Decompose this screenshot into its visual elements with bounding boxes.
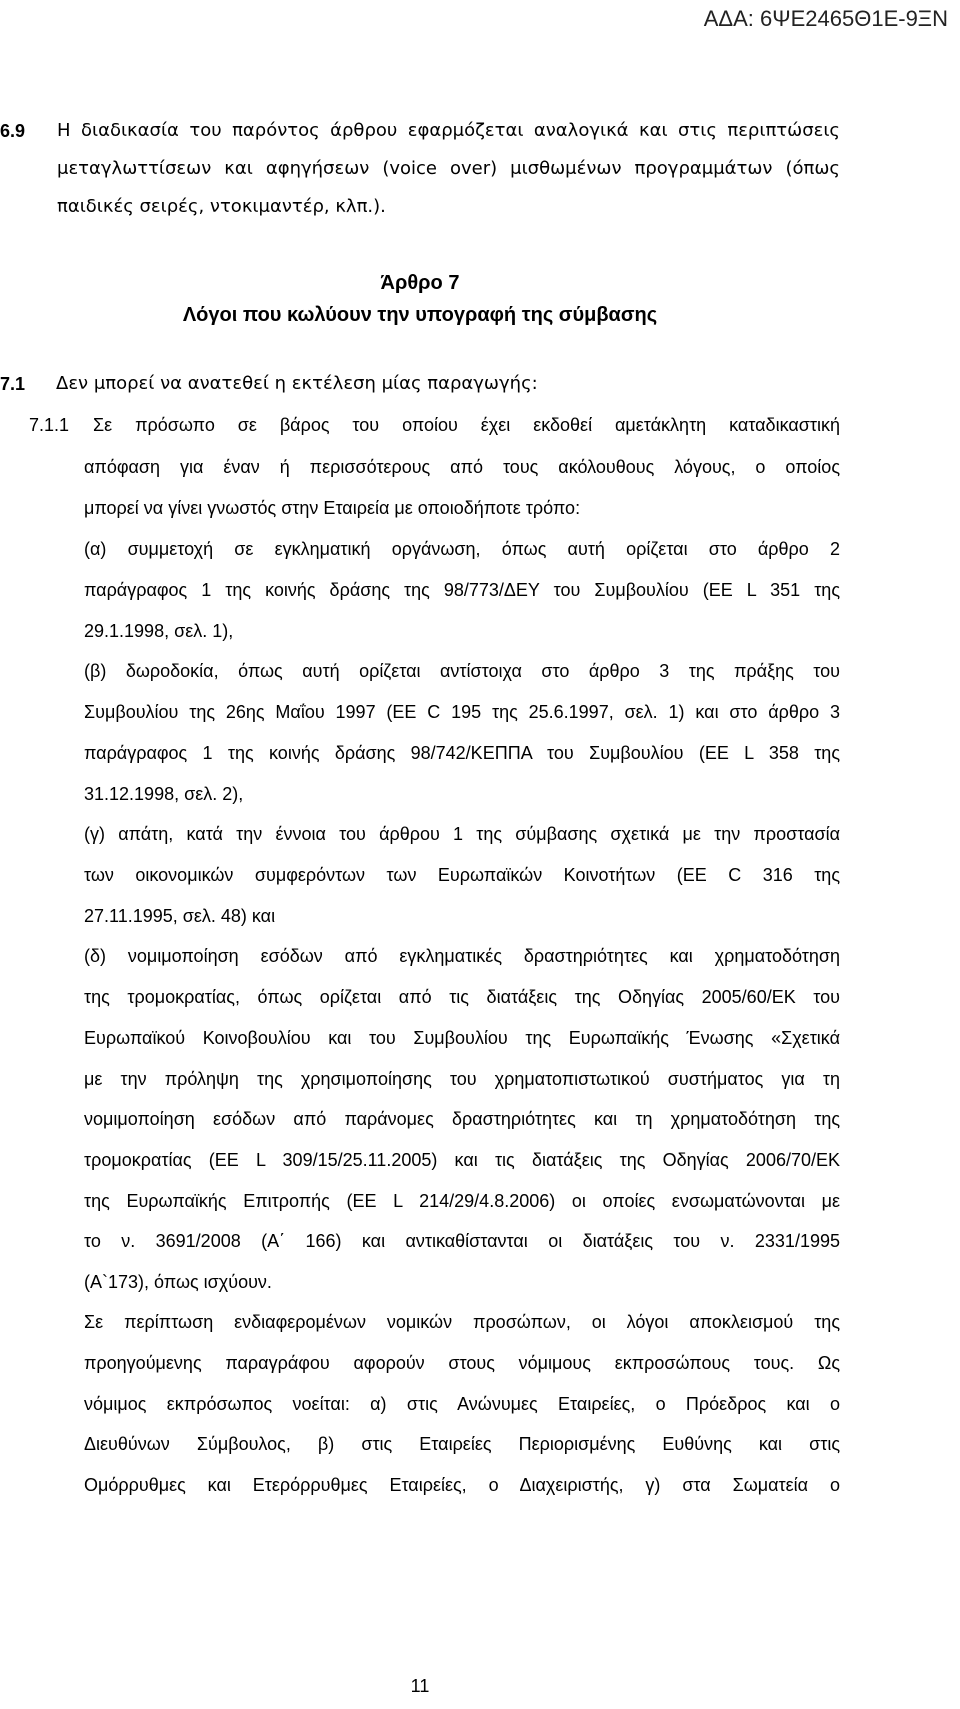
section-number-7-1: 7.1 — [0, 374, 26, 394]
body-line: (γ) απάτη, κατά την έννοια του άρθρου 1 της σύμβασης σχετικά με την προστασία — [84, 824, 840, 844]
section-6-9-line: Η διαδικασία του παρόντος άρθρου εφαρμόζεται αναλογικά και στις περιπτώσεις — [57, 120, 840, 141]
body-line: με την πρόληψη της χρησιμοποίησης του χρηματοπιστωτικού συστήματος για τη — [84, 1069, 840, 1089]
ada-code: ΑΔΑ: 6ΨΕ2465Θ1Ε-9ΞΝ — [703, 6, 948, 31]
body-line: (β) δωροδοκία, όπως αυτή ορίζεται αντίστοιχα στο άρθρο 3 της πράξης του — [84, 661, 840, 681]
body-line: Ευρωπαϊκού Κοινοβουλίου και του Συμβουλίου της Ευρωπαϊκής Ένωσης «Σχετικά — [84, 1028, 840, 1048]
article-subtitle: Λόγοι που κωλύουν την υπογραφή της σύμβασης — [182, 304, 658, 326]
body-line: των οικονομικών συμφερόντων των Ευρωπαϊκών Κοινοτήτων (ΕΕ C 316 της — [84, 865, 840, 885]
body-line: νόμιμος εκπρόσωπος νοείται: α) στις Ανώνυμες Εταιρείες, ο Πρόεδρος και ο — [84, 1394, 840, 1414]
body-line: παράγραφος 1 της κοινής δράσης 98/742/ΚΕΠΠΑ του Συμβουλίου (ΕΕ L 358 της — [84, 743, 840, 763]
body-line: μπορεί να γίνει γνωστός στην Εταιρεία με οποιοδήποτε τρόπο: — [84, 498, 581, 518]
body-line: απόφαση για έναν ή περισσότερους από τους ακόλουθους λόγους, ο οποίος — [84, 457, 840, 477]
body-line: (δ) νομιμοποίηση εσόδων από εγκληματικές δραστηριότητες και χρηματοδότηση — [84, 946, 840, 966]
article-title: Άρθρο 7 — [380, 272, 460, 294]
body-line: Σε περίπτωση ενδιαφερομένων νομικών προσώπων, οι λόγοι αποκλεισμού της — [84, 1312, 840, 1332]
body-line: της Ευρωπαϊκής Επιτροπής (ΕΕ L 214/29/4.8.2006) οι οποίες ενσωματώνονται με — [84, 1191, 840, 1211]
body-line: της τρομοκρατίας, όπως ορίζεται από τις διατάξεις της Οδηγίας 2005/60/ΕΚ του — [84, 987, 840, 1007]
body-line: το ν. 3691/2008 (Α΄ 166) και αντικαθίστανται οι διατάξεις του ν. 2331/1995 — [84, 1231, 840, 1251]
body-line: Ομόρρυθμες και Ετερόρρυθμες Εταιρείες, ο Διαχειριστής, γ) στα Σωματεία ο — [84, 1475, 840, 1495]
section-6-9-line: παιδικές σειρές, ντοκιμαντέρ, κλπ.). — [57, 196, 386, 217]
body-line: νομιμοποίηση εσόδων από παράνομες δραστηριότητες και τη χρηματοδότηση της — [84, 1109, 840, 1129]
body-line: προηγούμενης παραγράφου αφορούν στους νόμιμους εκπροσώπους τους. Ως — [84, 1353, 840, 1373]
page-number: 11 — [410, 1676, 430, 1696]
body-line: Διευθύνων Σύμβουλος, β) στις Εταιρείες Περιορισμένης Ευθύνης και στις — [84, 1434, 840, 1454]
body-line: (Α`173), όπως ισχύουν. — [84, 1272, 272, 1292]
body-line: 29.1.1998, σελ. 1), — [84, 621, 234, 641]
section-7-1-1-first-line: Σε πρόσωπο σε βάρος του οποίου έχει εκδοθεί αμετάκλητη καταδικαστική — [93, 415, 840, 435]
section-7-1-text: Δεν μπορεί να ανατεθεί η εκτέλεση μίας παραγωγής: — [56, 373, 538, 394]
section-6-9-line: μεταγλωττίσεων και αφηγήσεων (voice over) μισθωμένων προγραμμάτων (όπως — [57, 158, 840, 179]
body-line: παράγραφος 1 της κοινής δράσης της 98/773/ΔΕΥ του Συμβουλίου (ΕΕ L 351 της — [84, 580, 840, 600]
body-line: 31.12.1998, σελ. 2), — [84, 784, 244, 804]
section-number-7-1-1: 7.1.1 — [29, 415, 70, 435]
body-line: Συμβουλίου της 26ης Μαΐου 1997 (ΕΕ C 195 της 25.6.1997, σελ. 1) και στο άρθρο 3 — [84, 702, 840, 722]
body-line: (α) συμμετοχή σε εγκληματική οργάνωση, όπως αυτή ορίζεται στο άρθρο 2 — [84, 539, 840, 559]
body-line: τρομοκρατίας (ΕΕ L 309/15/25.11.2005) και τις διατάξεις της Οδηγίας 2006/70/ΕΚ — [84, 1150, 840, 1170]
body-line: 27.11.1995, σελ. 48) και — [84, 906, 276, 926]
section-number-6-9: 6.9 — [0, 121, 26, 141]
